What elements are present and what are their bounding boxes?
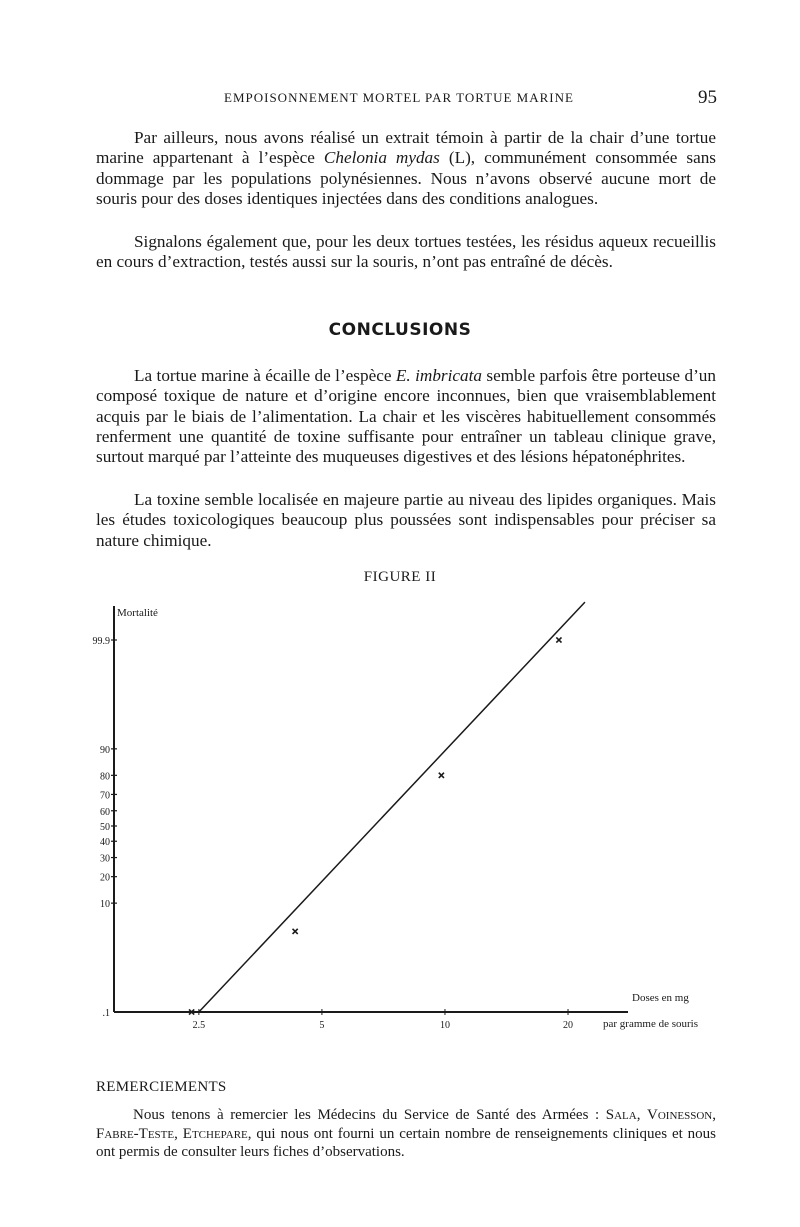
paragraph-aqueous-residues <box>96 232 716 273</box>
ack-name-1: Sala <box>605 1107 637 1123</box>
page-number: 95 <box>698 87 717 108</box>
p1-text-end: (L), communément consommée sans dommage par les populations polynésiennes. Nous n’avons observé aucune mort de souris pour des doses identiques injectées dans des conditions analogues. <box>96 148 716 208</box>
y-tick-label: 90 <box>100 744 110 756</box>
data-point <box>293 929 298 934</box>
conclusions-heading: CONCLUSIONS <box>328 320 472 340</box>
x-axis-label-line2: par gramme de souris <box>603 1018 698 1030</box>
ack-outro: , qui nous ont fourni un certain nombre de renseignements cliniques et nous ont permis de consulter leurs fiches d’observations. <box>96 1125 717 1160</box>
y-tick-label: 80 <box>100 771 110 783</box>
running-header <box>0 87 800 110</box>
running-title: EMPOISONNEMENT MORTEL PAR TORTUE MARINE <box>224 90 574 105</box>
y-axis-label: Mortalité <box>117 607 158 619</box>
paragraph-conclusion-toxin <box>96 366 716 467</box>
acknowledgements-text: Nous tenons à remercier les Médecins du Service de Santé des Armées : Sala, Voinesson, Fabre-Teste, Etchepare, qui nous ont fourni un certain nombre de renseignements cliniques et nous ont permis de consulter leurs fiches d’observations. <box>96 1107 717 1160</box>
x-tick-label: 20 <box>563 1020 574 1031</box>
figure-title: FIGURE II <box>363 569 437 585</box>
x-tick-label: 2.5 <box>192 1020 206 1031</box>
ack-name-4: Etchepare <box>182 1125 248 1142</box>
paragraph-lipid-localisation <box>96 490 716 551</box>
y-tick-label: .1 <box>102 1008 110 1019</box>
species-e-imbricata: E. imbricata <box>395 366 482 385</box>
p3-text-end: semble parfois être porteuse d’un composé toxique de nature et d’origine encore inconnues, bien que vraisemblablement acquis par le biais de l’alimentation. La chair et les viscères habituellement consommés renferment une quantité de toxine suffisante pour entraîner un tableau clinique grave, surtout marqué par l’atteinte des muqueuses digestives et des lésions hépatonéphrites. <box>96 366 716 467</box>
species-chelonia-mydas: Chelonia mydas <box>323 148 440 168</box>
mortality-dose-chart <box>0 600 800 1050</box>
p1-text-start: Par ailleurs, nous avons réalisé un extrait témoin à partir de la chair d’une tortue marine appartenant à l’espèce <box>96 128 716 168</box>
y-tick-label: 99.9 <box>92 636 110 647</box>
p4-text: La toxine semble localisée en majeure partie au niveau des lipides organiques. Mais les études toxicologiques beaucoup plus poussées sont indispensables pour préciser sa nature chimique. <box>96 490 716 550</box>
p2-text: Signalons également que, pour les deux tortues testées, les résidus aqueux recueillis en cours d’extraction, testés aussi sur la souris, n’ont pas entraîné de décès. <box>96 232 716 272</box>
y-tick-label: 10 <box>100 899 110 911</box>
y-tick-label: 40 <box>100 837 110 849</box>
x-axis-label-line1: Doses en mg <box>632 992 689 1004</box>
y-tick-label: 50 <box>100 822 110 833</box>
x-tick-label: 5 <box>319 1020 325 1031</box>
ack-intro: Nous tenons à remercier les Médecins du Service de Santé des Armées : <box>133 1107 606 1123</box>
y-tick-label: 20 <box>100 872 110 884</box>
y-tick-label: 70 <box>100 790 110 802</box>
data-point <box>439 773 444 778</box>
acknowledgements-heading: REMERCIEMENTS <box>96 1079 227 1095</box>
regression-line <box>199 602 585 1012</box>
y-tick-label: 60 <box>100 806 110 818</box>
x-tick-label: 10 <box>439 1020 450 1031</box>
y-tick-label: 30 <box>100 853 110 865</box>
ack-name-3: Fabre-Teste <box>96 1125 175 1142</box>
p3-text-start: La tortue marine à écaille de l’espèce <box>134 366 396 385</box>
data-points <box>189 637 561 1014</box>
paragraph-control-extract <box>96 128 716 209</box>
ack-name-2: Voinesson <box>647 1107 713 1123</box>
data-point <box>556 637 561 642</box>
